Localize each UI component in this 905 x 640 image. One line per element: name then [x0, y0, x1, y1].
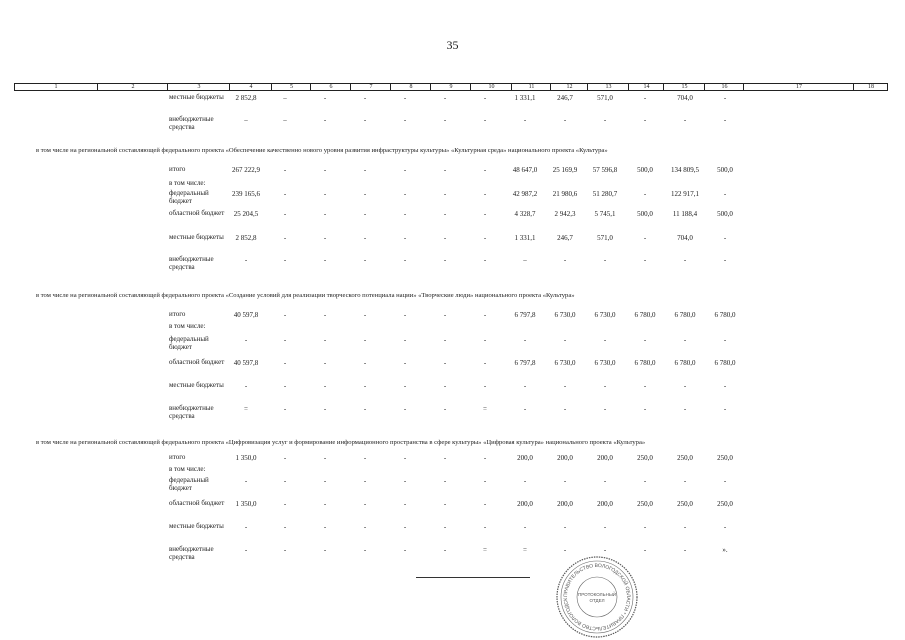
- cell-value: -: [363, 454, 367, 462]
- cell-value: -: [403, 166, 407, 174]
- cell-value: -: [403, 359, 407, 367]
- cell-value: -: [523, 523, 527, 531]
- cell-value: -: [683, 336, 687, 344]
- cell-value: 2 942,3: [554, 210, 576, 218]
- cell-value: -: [723, 523, 727, 531]
- cell-value: -: [643, 190, 647, 198]
- cell-value: -: [443, 94, 447, 102]
- column-number-16: 16: [704, 84, 744, 90]
- cell-value: 250,0: [677, 500, 693, 508]
- cell-value: -: [643, 523, 647, 531]
- cell-value: -: [283, 546, 287, 554]
- cell-value: -: [403, 477, 407, 485]
- cell-value: -: [483, 477, 487, 485]
- cell-value: 500,0: [637, 210, 653, 218]
- cell-value: -: [244, 477, 248, 485]
- row-label: в том числе:: [169, 322, 206, 330]
- cell-value: 1 350,0: [235, 454, 257, 462]
- cell-value: -: [563, 116, 567, 124]
- cell-value: 6 730,0: [594, 359, 616, 367]
- cell-value: -: [283, 500, 287, 508]
- cell-value: 246,7: [557, 94, 573, 102]
- cell-value: -: [283, 190, 287, 198]
- cell-value: -: [363, 523, 367, 531]
- column-number-9: 9: [430, 84, 471, 90]
- cell-value: -: [643, 94, 647, 102]
- cell-value: -: [244, 382, 248, 390]
- cell-value: 239 165,6: [232, 190, 260, 198]
- cell-value: 704,0: [677, 234, 693, 242]
- cell-value: -: [523, 382, 527, 390]
- cell-value: -: [683, 382, 687, 390]
- column-number-11: 11: [511, 84, 551, 90]
- column-number-17: 17: [743, 84, 854, 90]
- cell-value: -: [723, 405, 727, 413]
- cell-value: -: [443, 190, 447, 198]
- cell-value: 200,0: [557, 500, 573, 508]
- cell-value: -: [363, 382, 367, 390]
- cell-value: -: [363, 116, 367, 124]
- cell-value: -: [323, 190, 327, 198]
- cell-value: -: [443, 359, 447, 367]
- row-label: итого: [169, 165, 186, 173]
- cell-value: -: [403, 234, 407, 242]
- cell-value: 6 780,0: [714, 359, 736, 367]
- cell-value: 250,0: [637, 500, 653, 508]
- cell-value: 40 597,8: [233, 359, 259, 367]
- cell-value: -: [283, 477, 287, 485]
- cell-value: -: [563, 382, 567, 390]
- cell-value: 200,0: [517, 454, 533, 462]
- cell-value: -: [323, 210, 327, 218]
- cell-value: 134 809,5: [671, 166, 699, 174]
- cell-value: -: [563, 256, 567, 264]
- cell-value: -: [443, 382, 447, 390]
- cell-value: -: [323, 311, 327, 319]
- column-number-3: 3: [167, 84, 230, 90]
- cell-value: -: [244, 523, 248, 531]
- cell-value: -: [323, 94, 327, 102]
- cell-value: -: [643, 256, 647, 264]
- cell-value: 6 780,0: [674, 359, 696, 367]
- cell-value: -: [723, 234, 727, 242]
- cell-value: -: [323, 454, 327, 462]
- cell-value: -: [323, 256, 327, 264]
- cell-value: -: [483, 454, 487, 462]
- cell-value: =: [523, 546, 527, 554]
- cell-value: -: [363, 234, 367, 242]
- cell-value: -: [443, 477, 447, 485]
- cell-value: -: [363, 256, 367, 264]
- cell-value: 571,0: [597, 94, 613, 102]
- cell-value: -: [723, 336, 727, 344]
- cell-value: -: [403, 382, 407, 390]
- cell-value: -: [443, 546, 447, 554]
- cell-value: –: [244, 116, 248, 124]
- cell-value: -: [323, 359, 327, 367]
- cell-value: -: [483, 311, 487, 319]
- cell-value: -: [283, 523, 287, 531]
- cell-value: -: [523, 336, 527, 344]
- cell-value: -: [403, 546, 407, 554]
- cell-value: -: [283, 234, 287, 242]
- row-label: внебюджетные средства: [169, 404, 214, 420]
- cell-value: -: [363, 190, 367, 198]
- cell-value: -: [323, 405, 327, 413]
- cell-value: -: [523, 477, 527, 485]
- cell-value: -: [443, 311, 447, 319]
- cell-value: -: [443, 116, 447, 124]
- cell-value: 51 280,7: [592, 190, 618, 198]
- cell-value: -: [363, 359, 367, 367]
- cell-value: 250,0: [717, 454, 733, 462]
- cell-value: -: [483, 94, 487, 102]
- section-title: в том числе на региональной составляющей федерального проекта «Создание условий для реализации творческого потенциала нации» «Творческие люди» национального проекта «Культура»: [36, 292, 575, 299]
- cell-value: -: [283, 405, 287, 413]
- cell-value: -: [483, 359, 487, 367]
- cell-value: -: [683, 405, 687, 413]
- column-number-1: 1: [54, 84, 58, 90]
- cell-value: -: [443, 336, 447, 344]
- cell-value: 6 730,0: [554, 359, 576, 367]
- column-number-18: 18: [853, 84, 888, 90]
- official-seal: [555, 555, 639, 639]
- cell-value: -: [323, 234, 327, 242]
- column-number-12: 12: [550, 84, 588, 90]
- svg-text:ПРАВИТЕЛЬСТВО ВОЛОГОДСКОЙ ОБЛА: ПРАВИТЕЛЬСТВО ВОЛОГОДСКОЙ ОБЛАСТИ * ПРАВИТЕЛЬСТВО ВОЛОГОДСК: [562, 562, 632, 632]
- row-label: федеральный бюджет: [169, 476, 209, 492]
- cell-value: 250,0: [677, 454, 693, 462]
- cell-value: -: [283, 454, 287, 462]
- cell-value: -: [683, 477, 687, 485]
- cell-value: 500,0: [717, 210, 733, 218]
- svg-text:ПРОТОКОЛЬНЫЙ: ПРОТОКОЛЬНЫЙ: [577, 592, 617, 597]
- cell-value: -: [363, 405, 367, 413]
- cell-value: 2 852,8: [235, 234, 257, 242]
- cell-value: -: [563, 405, 567, 413]
- cell-value: -: [643, 546, 647, 554]
- cell-value: 6 780,0: [714, 311, 736, 319]
- cell-value: -: [443, 454, 447, 462]
- row-label: местные бюджеты: [169, 381, 224, 389]
- cell-value: -: [563, 523, 567, 531]
- cell-value: 250,0: [637, 454, 653, 462]
- column-number-15: 15: [663, 84, 705, 90]
- row-label: в том числе:: [169, 465, 206, 473]
- cell-value: -: [363, 336, 367, 344]
- cell-value: 500,0: [637, 166, 653, 174]
- cell-value: 704,0: [677, 94, 693, 102]
- cell-value: -: [363, 166, 367, 174]
- cell-value: 40 597,8: [233, 311, 259, 319]
- cell-value: -: [403, 500, 407, 508]
- cell-value: -: [323, 166, 327, 174]
- cell-value: -: [483, 336, 487, 344]
- cell-value: -: [363, 546, 367, 554]
- row-label: внебюджетные средства: [169, 115, 214, 131]
- cell-value: -: [443, 405, 447, 413]
- cell-value: 25 169,9: [552, 166, 578, 174]
- section-title: в том числе на региональной составляющей федерального проекта «Обеспечение качественно нового уровня развития инфраструктуры культуры» «Культурная среда» национального проекта «Культура»: [36, 147, 608, 154]
- cell-value: -: [363, 500, 367, 508]
- cell-value: 571,0: [597, 234, 613, 242]
- row-label: местные бюджеты: [169, 522, 224, 530]
- cell-value: -: [723, 190, 727, 198]
- cell-value: -: [563, 336, 567, 344]
- svg-text:ОТДЕЛ: ОТДЕЛ: [589, 598, 605, 603]
- cell-value: 5 745,1: [594, 210, 616, 218]
- column-number-4: 4: [229, 84, 272, 90]
- column-number-2: 2: [97, 84, 168, 90]
- cell-value: -: [683, 256, 687, 264]
- cell-value: -: [283, 166, 287, 174]
- cell-value: -: [683, 116, 687, 124]
- cell-value: 200,0: [557, 454, 573, 462]
- cell-value: –: [283, 116, 287, 124]
- cell-value: -: [603, 116, 607, 124]
- cell-value: 11 188,4: [672, 210, 698, 218]
- column-number-10: 10: [470, 84, 512, 90]
- cell-value: -: [403, 405, 407, 413]
- cell-value: -: [483, 523, 487, 531]
- column-number-13: 13: [587, 84, 629, 90]
- cell-value: -: [683, 523, 687, 531]
- cell-value: -: [403, 523, 407, 531]
- cell-value: –: [283, 94, 287, 102]
- cell-value: -: [563, 546, 567, 554]
- column-number-6: 6: [310, 84, 351, 90]
- cell-value: -: [403, 116, 407, 124]
- row-label: федеральный бюджет: [169, 189, 209, 205]
- cell-value: 4 328,7: [514, 210, 536, 218]
- column-number-14: 14: [628, 84, 664, 90]
- cell-value: -: [483, 234, 487, 242]
- cell-value: -: [483, 116, 487, 124]
- cell-value: 6 780,0: [674, 311, 696, 319]
- cell-value: -: [563, 477, 567, 485]
- cell-value: -: [443, 256, 447, 264]
- section-title: в том числе на региональной составляющей федерального проекта «Цифровизация услуг и формирование информационного пространства в сфере культуры» «Цифровая культура» национального проекта «Культура»: [36, 439, 646, 446]
- cell-value: -: [244, 336, 248, 344]
- row-label: федеральный бюджет: [169, 335, 209, 351]
- cell-value: -: [643, 477, 647, 485]
- cell-value: 267 222,9: [232, 166, 260, 174]
- cell-value: -: [483, 500, 487, 508]
- cell-value: -: [403, 454, 407, 462]
- row-label: областной бюджет: [169, 209, 225, 217]
- cell-value: -: [523, 405, 527, 413]
- cell-value: -: [323, 523, 327, 531]
- cell-value: -: [443, 210, 447, 218]
- cell-value: -: [603, 523, 607, 531]
- cell-value: 6 780,0: [634, 311, 656, 319]
- row-label: местные бюджеты: [169, 233, 224, 241]
- cell-value: 1 350,0: [235, 500, 257, 508]
- cell-value: -: [403, 336, 407, 344]
- cell-value: -: [443, 166, 447, 174]
- cell-value: 25 204,5: [233, 210, 259, 218]
- cell-value: -: [723, 382, 727, 390]
- cell-value: -: [603, 336, 607, 344]
- cell-value: -: [244, 546, 248, 554]
- cell-value: 2 852,8: [235, 94, 257, 102]
- cell-value: -: [323, 477, 327, 485]
- cell-value: 1 331,1: [514, 94, 536, 102]
- cell-value: -: [323, 116, 327, 124]
- row-label: областной бюджет: [169, 499, 225, 507]
- cell-value: 6 797,8: [514, 311, 536, 319]
- cell-value: 48 647,0: [512, 166, 538, 174]
- cell-value: -: [603, 477, 607, 485]
- row-label: местные бюджеты: [169, 93, 224, 101]
- cell-value: 6 797,8: [514, 359, 536, 367]
- cell-value: 250,0: [717, 500, 733, 508]
- cell-value: -: [363, 477, 367, 485]
- row-label: итого: [169, 453, 186, 461]
- cell-value: ».: [722, 546, 728, 554]
- cell-value: -: [403, 190, 407, 198]
- signature-line: [416, 577, 530, 578]
- cell-value: -: [283, 336, 287, 344]
- cell-value: –: [523, 256, 527, 264]
- cell-value: -: [603, 382, 607, 390]
- cell-value: 57 596,8: [592, 166, 618, 174]
- cell-value: -: [403, 210, 407, 218]
- cell-value: =: [244, 405, 248, 413]
- cell-value: -: [483, 166, 487, 174]
- cell-value: -: [283, 210, 287, 218]
- cell-value: 1 331,1: [514, 234, 536, 242]
- cell-value: -: [403, 311, 407, 319]
- row-label: в том числе:: [169, 179, 206, 187]
- cell-value: -: [603, 256, 607, 264]
- row-label: областной бюджет: [169, 358, 225, 366]
- cell-value: -: [363, 210, 367, 218]
- cell-value: -: [483, 382, 487, 390]
- cell-value: -: [643, 116, 647, 124]
- cell-value: -: [723, 256, 727, 264]
- column-number-8: 8: [390, 84, 431, 90]
- page-number: 35: [446, 38, 459, 52]
- cell-value: =: [483, 546, 487, 554]
- cell-value: 21 980,6: [552, 190, 578, 198]
- cell-value: -: [723, 477, 727, 485]
- cell-value: -: [283, 256, 287, 264]
- cell-value: -: [683, 546, 687, 554]
- cell-value: -: [443, 500, 447, 508]
- cell-value: -: [723, 116, 727, 124]
- cell-value: 42 987,2: [512, 190, 538, 198]
- cell-value: -: [323, 546, 327, 554]
- cell-value: -: [643, 405, 647, 413]
- cell-value: -: [643, 234, 647, 242]
- column-number-7: 7: [350, 84, 391, 90]
- cell-value: 122 917,1: [671, 190, 699, 198]
- cell-value: -: [323, 336, 327, 344]
- cell-value: 246,7: [557, 234, 573, 242]
- row-label: внебюджетные средства: [169, 255, 214, 271]
- column-number-header: [14, 83, 888, 91]
- cell-value: -: [323, 500, 327, 508]
- cell-value: =: [483, 405, 487, 413]
- cell-value: -: [483, 210, 487, 218]
- cell-value: -: [483, 190, 487, 198]
- cell-value: 6 730,0: [554, 311, 576, 319]
- cell-value: -: [723, 94, 727, 102]
- cell-value: -: [244, 256, 248, 264]
- cell-value: 200,0: [597, 454, 613, 462]
- cell-value: 200,0: [517, 500, 533, 508]
- cell-value: -: [443, 234, 447, 242]
- cell-value: 200,0: [597, 500, 613, 508]
- cell-value: -: [283, 311, 287, 319]
- cell-value: -: [283, 382, 287, 390]
- cell-value: 500,0: [717, 166, 733, 174]
- cell-value: -: [523, 116, 527, 124]
- cell-value: -: [363, 311, 367, 319]
- row-label: итого: [169, 310, 186, 318]
- cell-value: 6 730,0: [594, 311, 616, 319]
- cell-value: -: [643, 336, 647, 344]
- cell-value: -: [323, 382, 327, 390]
- cell-value: -: [283, 359, 287, 367]
- cell-value: -: [603, 405, 607, 413]
- cell-value: 6 780,0: [634, 359, 656, 367]
- cell-value: -: [403, 256, 407, 264]
- cell-value: -: [603, 546, 607, 554]
- cell-value: -: [363, 94, 367, 102]
- cell-value: -: [643, 382, 647, 390]
- cell-value: -: [403, 94, 407, 102]
- column-number-5: 5: [271, 84, 311, 90]
- row-label: внебюджетные средства: [169, 545, 214, 561]
- cell-value: -: [443, 523, 447, 531]
- cell-value: -: [483, 256, 487, 264]
